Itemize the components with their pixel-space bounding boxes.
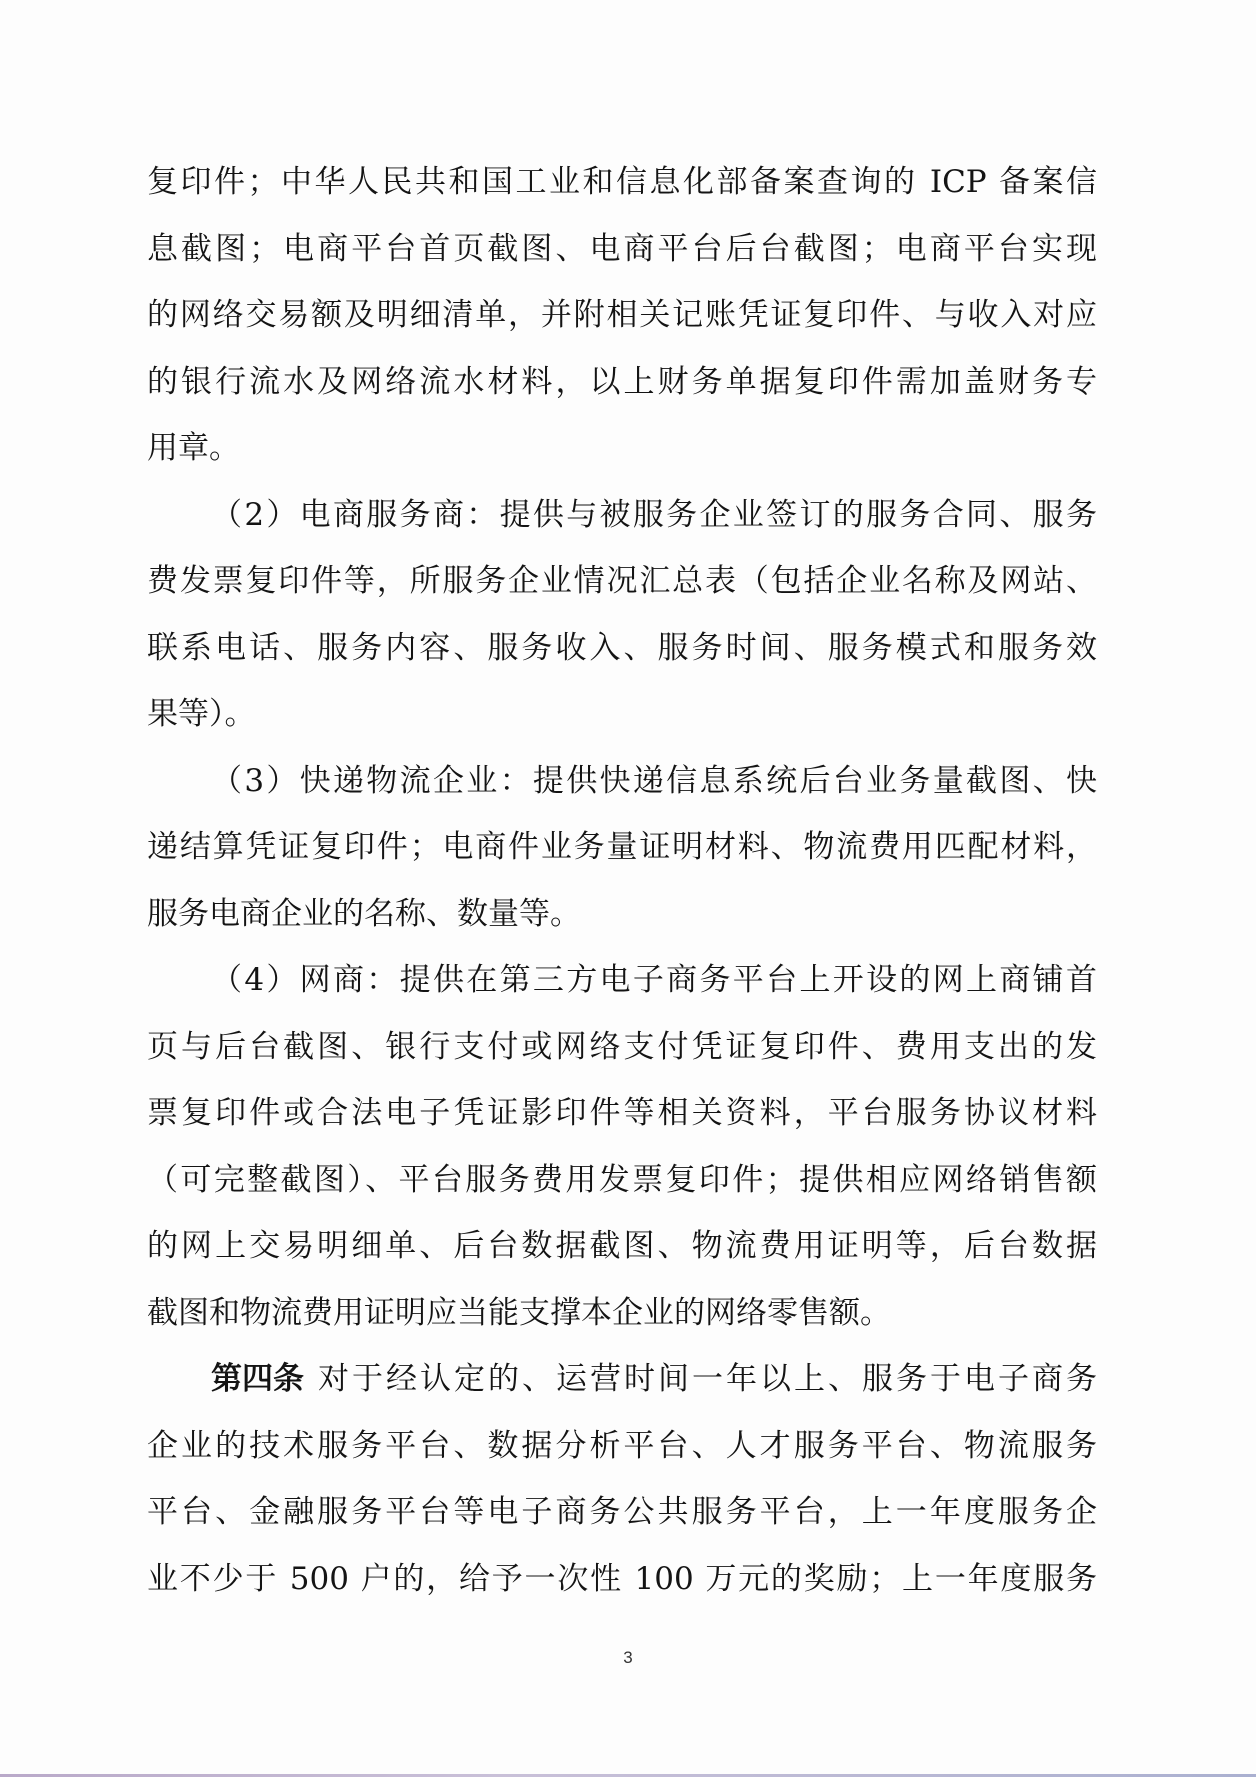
paragraph-1-line-5: 用章。 — [147, 430, 240, 466]
paragraph-2-line-3: 联系电话、服务内容、服务收入、服务时间、服务模式和服务效 — [147, 630, 1097, 666]
article-4-text: 对于经认定的、运营时间一年以上、服务于电子商务 — [318, 1361, 1097, 1397]
article-4-line-2: 企业的技术服务平台、数据分析平台、人才服务平台、物流服务 — [147, 1428, 1097, 1464]
paragraph-4-line-5: 的网上交易明细单、后台数据截图、物流费用证明等，后台数据 — [147, 1228, 1097, 1264]
paragraph-4-line-3: 票复印件或合法电子凭证影印件等相关资料，平台服务协议材料 — [147, 1095, 1097, 1131]
paragraph-2-line-1: （2）电商服务商：提供与被服务企业签订的服务合同、服务 — [211, 497, 1097, 533]
paragraph-4-line-2: 页与后台截图、银行支付或网络支付凭证复印件、费用支出的发 — [147, 1029, 1097, 1065]
paragraph-1-line-4: 的银行流水及网络流水材料，以上财务单据复印件需加盖财务专 — [147, 364, 1097, 400]
article-4-line-4: 业不少于 500 户的，给予一次性 100 万元的奖励；上一年度服务 — [147, 1561, 1097, 1597]
paragraph-1-line-3: 的网络交易额及明细清单，并附相关记账凭证复印件、与收入对应 — [147, 297, 1097, 333]
paragraph-4-line-4: （可完整截图）、平台服务费用发票复印件；提供相应网络销售额 — [147, 1162, 1097, 1198]
article-4-line-1 — [211, 1357, 1097, 1401]
paragraph-2-line-2: 费发票复印件等，所服务企业情况汇总表（包括企业名称及网站、 — [147, 563, 1097, 599]
paragraph-3-line-1: （3）快递物流企业：提供快递信息系统后台业务量截图、快 — [211, 763, 1097, 799]
page-number: 3 — [623, 1648, 633, 1667]
article-4-line-3: 平台、金融服务平台等电子商务公共服务平台，上一年度服务企 — [147, 1494, 1097, 1530]
paragraph-4-line-1: （4）网商：提供在第三方电子商务平台上开设的网上商铺首 — [211, 962, 1097, 998]
paragraph-3-line-2: 递结算凭证复印件；电商件业务量证明材料、物流费用匹配材料， — [147, 829, 1097, 865]
paragraph-1-line-1: 复印件；中华人民共和国工业和信息化部备案查询的 ICP 备案信 — [147, 164, 1097, 200]
paragraph-3-line-3: 服务电商企业的名称、数量等。 — [147, 896, 581, 932]
paragraph-4-line-6: 截图和物流费用证明应当能支撑本企业的网络零售额。 — [147, 1295, 891, 1331]
article-label: 第四条 — [211, 1361, 304, 1397]
paragraph-2-line-4: 果等）。 — [147, 696, 256, 732]
paragraph-1-line-2: 息截图；电商平台首页截图、电商平台后台截图；电商平台实现 — [147, 231, 1097, 267]
